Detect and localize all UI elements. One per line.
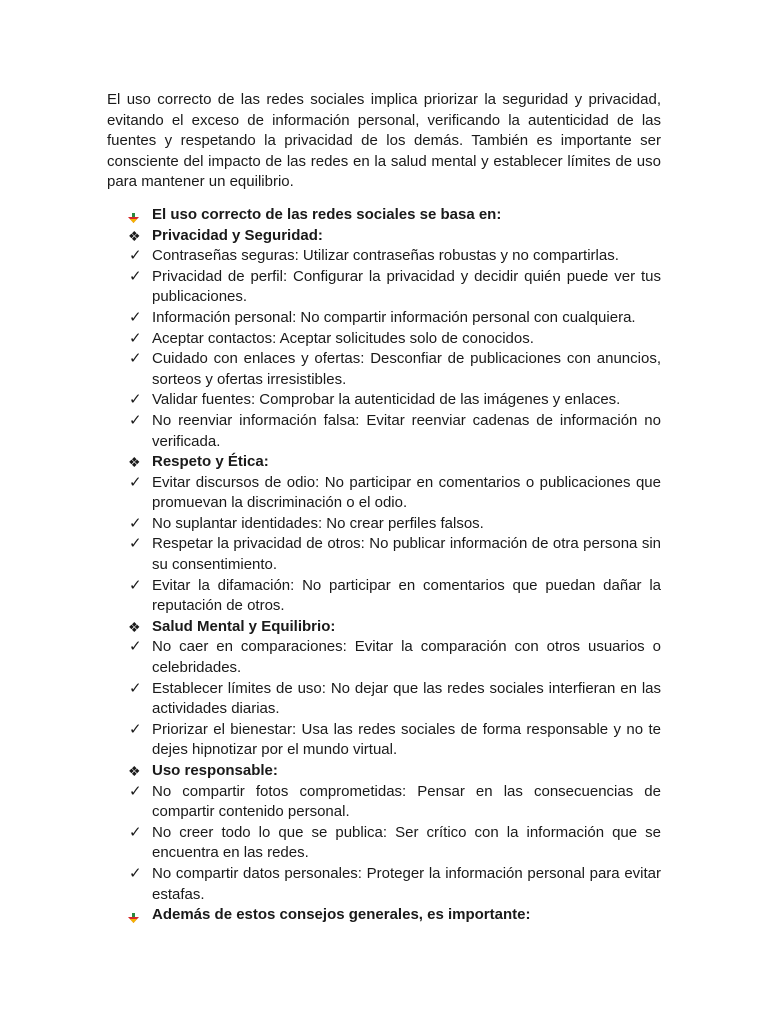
checklist-item bbox=[107, 637, 661, 678]
checkmark-bullet-icon: ✓ bbox=[129, 308, 142, 326]
checklist-item bbox=[107, 864, 661, 905]
section-heading-item bbox=[107, 226, 661, 247]
checklist-item-text: Cuidado con enlaces y ofertas: Desconfiar de publicaciones con anuncios, sorteos y ofertas irresistibles. bbox=[152, 350, 661, 388]
diamond-bullet-icon: ❖ bbox=[128, 618, 141, 635]
checklist-item bbox=[107, 411, 661, 452]
checkmark-bullet-icon: ✓ bbox=[129, 473, 142, 491]
diamond-bullet-icon: ❖ bbox=[128, 763, 141, 779]
closing-heading: Además de estos consejos generales, es importante: bbox=[152, 906, 531, 924]
checkmark-bullet-icon: ✓ bbox=[129, 782, 142, 800]
checkmark-bullet-icon: ✓ bbox=[129, 267, 142, 285]
checklist-item-text: Aceptar contactos: Aceptar solicitudes solo de conocidos. bbox=[152, 329, 534, 347]
checkmark-bullet-icon: ✓ bbox=[129, 576, 142, 594]
checklist-item bbox=[107, 473, 661, 514]
section-heading-item bbox=[107, 617, 661, 638]
checklist-item bbox=[107, 823, 661, 864]
checklist-item-text: No reenviar información falsa: Evitar reenviar cadenas de información no verificada. bbox=[152, 411, 661, 450]
lead-heading-item bbox=[107, 205, 661, 226]
checkmark-bullet-icon: ✓ bbox=[129, 535, 142, 553]
section-title: Uso responsable: bbox=[152, 762, 278, 779]
checkmark-bullet-icon: ✓ bbox=[129, 350, 142, 368]
checklist-item-text: No suplantar identidades: No crear perfiles falsos. bbox=[152, 514, 484, 532]
checklist-item-text: Evitar la difamación: No participar en comentarios que puedan dañar la reputación de otros. bbox=[152, 576, 661, 615]
checkmark-bullet-icon: ✓ bbox=[129, 638, 142, 656]
checklist-item bbox=[107, 514, 661, 535]
checklist-item-text: No compartir datos personales: Proteger la información personal para evitar estafas. bbox=[152, 864, 661, 903]
checklist-item bbox=[107, 576, 661, 617]
checkmark-bullet-icon: ✓ bbox=[129, 391, 142, 409]
section-title: Respeto y Ética: bbox=[152, 453, 269, 471]
checkmark-bullet-icon: ✓ bbox=[129, 679, 142, 697]
diamond-bullet-icon: ❖ bbox=[128, 454, 141, 471]
diamond-bullet-icon: ❖ bbox=[128, 227, 141, 244]
checklist-item bbox=[107, 534, 661, 575]
lead-heading: El uso correcto de las redes sociales se basa en: bbox=[152, 205, 502, 223]
colored-arrow-bullet-icon bbox=[128, 910, 144, 931]
section-title: Privacidad y Seguridad: bbox=[152, 226, 323, 244]
checklist-item-text: No compartir fotos comprometidas: Pensar en las consecuencias de compartir contenido personal. bbox=[152, 782, 661, 821]
intro-paragraph: El uso correcto de las redes sociales implica priorizar la seguridad y privacidad, evitando el exceso de información personal, verificando la autenticidad de las fuentes y respetando la privacidad de los demás. También es importante ser consciente del impacto de las redes en la salud mental y establecer límites de uso para mantener un equilibrio. bbox=[107, 91, 661, 191]
checkmark-bullet-icon: ✓ bbox=[129, 411, 142, 429]
checklist-item bbox=[107, 720, 661, 761]
checklist-item-text: No creer todo lo que se publica: Ser crítico con la información que se encuentra en las redes. bbox=[152, 823, 661, 862]
checklist-item-text: No caer en comparaciones: Evitar la comparación con otros usuarios o celebridades. bbox=[152, 638, 661, 677]
checklist-item bbox=[107, 267, 661, 308]
checklist-item bbox=[107, 679, 661, 720]
checkmark-bullet-icon: ✓ bbox=[129, 514, 142, 532]
closing-heading-item bbox=[107, 905, 661, 926]
checklist-item bbox=[107, 329, 661, 350]
checklist-item-text: Validar fuentes: Comprobar la autenticidad de las imágenes y enlaces. bbox=[152, 391, 621, 409]
checklist-item-text: Establecer límites de uso: No dejar que las redes sociales interfieran en las actividades diarias. bbox=[152, 679, 661, 718]
checkmark-bullet-icon: ✓ bbox=[129, 720, 142, 738]
checkmark-bullet-icon: ✓ bbox=[129, 823, 142, 841]
checkmark-bullet-icon: ✓ bbox=[129, 864, 142, 882]
checklist-item-text: Contraseñas seguras: Utilizar contraseñas robustas y no compartirlas. bbox=[152, 247, 619, 265]
checklist-item bbox=[107, 308, 661, 329]
checklist-item bbox=[107, 349, 661, 390]
section-title: Salud Mental y Equilibrio: bbox=[152, 617, 336, 635]
checklist-item-text: Evitar discursos de odio: No participar en comentarios o publicaciones que promuevan la discriminación o el odio. bbox=[152, 473, 661, 512]
checklist-item-text: Información personal: No compartir información personal con cualquiera. bbox=[152, 308, 636, 326]
checklist-item bbox=[107, 246, 661, 267]
section-heading-item bbox=[107, 761, 661, 782]
checklist-item-text: Respetar la privacidad de otros: No publicar información de otra persona sin su consentimiento. bbox=[152, 535, 661, 574]
checklist-item-text: Priorizar el bienestar: Usa las redes sociales de forma responsable y no te dejes hipnotizar por el mundo virtual. bbox=[152, 720, 661, 759]
checklist-item bbox=[107, 390, 661, 411]
checkmark-bullet-icon: ✓ bbox=[129, 247, 142, 265]
document-content bbox=[107, 90, 661, 926]
checklist-item-text: Privacidad de perfil: Configurar la privacidad y decidir quién puede ver tus publicaciones. bbox=[152, 267, 661, 306]
checkmark-bullet-icon: ✓ bbox=[129, 329, 142, 347]
checklist-item bbox=[107, 782, 661, 823]
sections-list bbox=[107, 226, 661, 906]
section-heading-item bbox=[107, 452, 661, 473]
